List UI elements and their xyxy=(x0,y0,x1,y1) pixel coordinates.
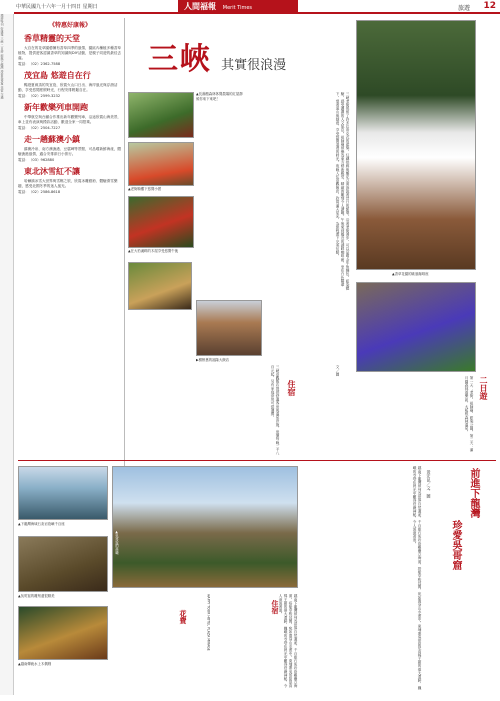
angkor-wat-photo xyxy=(112,466,298,588)
photo-caption: ▲下龍灣海域石灰岩島嶼千百座 xyxy=(18,522,65,526)
temple-carving-photo xyxy=(18,536,108,592)
deal-item xyxy=(18,134,122,163)
deal-title: 茂宜島 悠遊自在行 xyxy=(24,71,91,80)
deal-phone: 電話：（03）962880 xyxy=(18,158,55,162)
newspaper-logo xyxy=(178,0,298,13)
deal-body: 暢遊夏威夷的茂宜島，欣賞火山口日出、海岸風光與浮潛活動，享受悠閒度假時光，行程安排輕鬆自在。 xyxy=(18,83,118,92)
halong-bay-photo xyxy=(18,466,108,520)
deal-title: 東北沐雪紅不讓 xyxy=(24,167,80,176)
deal-body: 中華航空與台鐵合作推出新年歡樂列車，沿途欣賞山海美景，車上並有表演與摸彩活動，歡迎全家一同搭乘。 xyxy=(18,115,122,124)
photo-caption: ▲吳哥窟的雕刻還很精美 xyxy=(18,594,55,598)
deal-item xyxy=(18,102,122,131)
deal-item xyxy=(18,33,122,67)
section-divider xyxy=(18,460,496,461)
photo-caption: ▲老街騎樓下悠閒小憩 xyxy=(128,187,162,191)
section-name: 旅遊 xyxy=(457,5,470,12)
cambodia-body-text: 越南下龍灣被列為世界自然遺產，千百座石灰岩島嶼矗立海面，搭船穿梭其間，宛如置身山水畫中。柬埔寨吳哥窟是高棉王朝的偉大遺跡，巍峨的寺塔在晨光中顯得莊嚴神秘，令人深深著迷。 xyxy=(413,466,422,690)
feature-title-block xyxy=(148,34,358,84)
deal-phone: 電話：（02）2599-3232 xyxy=(18,94,61,98)
page-header xyxy=(14,0,500,14)
issue-date: 中華民國九十六年一月十四日 星期日 xyxy=(16,4,98,10)
deals-column xyxy=(18,18,122,468)
stay-body-text: 三峽景觀飯店提供舒適客房與溫泉設施，房價每晚二千八百元起，另有家庭套房可供選擇。 xyxy=(271,365,280,455)
left-margin-strip xyxy=(0,14,14,695)
column-divider xyxy=(124,18,125,468)
trip-body-text: 第一天：老街、祖師廟、藍染公園。第二天：滿月圓森林遊樂區、大板根森林溫泉。 xyxy=(465,376,474,452)
deal-title: 走一趟蘇澳小鎮 xyxy=(24,135,80,144)
cafe-photo xyxy=(128,262,192,310)
deal-body: 哈爾濱冰雪大世界與雪鄉之旅，欣賞冰雕藝術、體驗滑雪樂趣，感受北國冬季的迷人風光。 xyxy=(18,179,118,188)
logo-subtitle: Merit Times xyxy=(222,5,253,11)
resort-umbrella-photo xyxy=(356,20,476,270)
chairs-photo xyxy=(128,142,194,186)
deal-body: 蘇澳冷泉、南方澳漁港、豆腐岬等景點，可品嚐新鮮海產，體驗漁港風情，適合安排兩日小旅行。 xyxy=(18,147,122,156)
cambodia-text-bottom: 越南下龍灣被列為世界自然遺產，千百座石灰岩島嶼矗立海面，搭船穿梭其間，宛如置身山水畫中。柬埔寨吳哥窟是高棉王朝的偉大遺跡，巍峨的寺塔在晨光中顯得莊嚴神秘，令人深深著迷。 xyxy=(279,594,298,688)
hotel-photo xyxy=(196,300,262,356)
deal-title: 香草精靈的天堂 xyxy=(24,34,80,43)
photo-caption: ▲香草花園的歐風咖啡座 xyxy=(392,272,429,276)
cambodia-title-1: 前進下龍灣 xyxy=(468,468,479,518)
photo-caption: ▶樹梢裏的福隆大飯店 xyxy=(196,358,230,362)
page-number: 12 xyxy=(483,1,496,11)
red-house-photo xyxy=(128,92,194,138)
feature-body-text: 三峽老街保留了許多巴洛克式的建築，紅磚拱廊與雕花立面訴說著昔日的繁華。沿著老街漫步，可以品嚐金牛角麵包、藍染體驗，感受濃濃的人文氣息。祖師廟被譽為東方藝術殿堂，精緻的雕刻令人讚嘆。午後來到鄰近的湖畔咖啡館，坐在白色陽傘下，望著遠山與綠意，享受悠閒浪漫的時光。夜晚入住景觀飯店，欣賞滿天星光，為旅程畫下完美句點。 xyxy=(336,92,350,290)
deal-item xyxy=(18,70,122,99)
feature-subtitle: 其實很浪漫 xyxy=(221,58,287,73)
extra-feature-text: 文／圖 xyxy=(336,365,340,376)
deal-body: 大自在的花草園藝擁有香草四季的風情，園區內種植多種香草植物，提供遊客認識香草的知識與DIY活動，是親子同遊的最佳去處。 xyxy=(18,46,122,60)
cabin-photo xyxy=(128,196,194,248)
water-puppet-photo xyxy=(18,606,108,660)
deal-phone: 電話：（02）2504-7227 xyxy=(18,126,61,130)
hotel-english-name: HAPPY TOUR HOTEL PLAZA MIRAGE xyxy=(206,594,211,651)
trip-label: 二日遊 xyxy=(479,376,488,400)
lavender-photo xyxy=(356,282,476,372)
flower-label: 花費 xyxy=(179,610,187,624)
photo-caption: ▲在大豹溪畔的木屋享受悠閒午後 xyxy=(128,249,179,253)
deal-phone: 電話：（02）2362-7588 xyxy=(18,62,61,66)
deal-item xyxy=(18,166,122,195)
deals-heading: 《特惠好康報》 xyxy=(48,22,91,29)
cambodia-title-2: 珍愛吳哥窟 xyxy=(450,520,461,570)
logo-text: 人間福報 xyxy=(184,2,216,11)
photo-caption: ▲吳哥窟的晨曦 xyxy=(114,530,119,555)
photo-caption: ▲長壽醋森林休閒農場的紅屋靜候你來下來吧！ xyxy=(196,92,243,101)
stay-label: 住宿 xyxy=(287,380,296,396)
cambodia-byline: 黃宏昆／文．圖 xyxy=(426,470,432,498)
deal-title: 新年歡樂列車開跑 xyxy=(24,103,88,112)
photo-caption: ▲越南傳統水上木偶戲 xyxy=(18,662,52,666)
cambodia-stay-label: 住宿 xyxy=(271,600,279,614)
feature-title: 三峽 xyxy=(148,42,212,77)
deal-phone: 電話：（02）2586-8618 xyxy=(18,190,61,194)
trip-label-box xyxy=(478,376,496,410)
margin-text: 旅遊特刊 好康報 三峽 二日遊 前進下龍灣 珍愛吳哥窟 住宿 交通 xyxy=(0,14,4,99)
